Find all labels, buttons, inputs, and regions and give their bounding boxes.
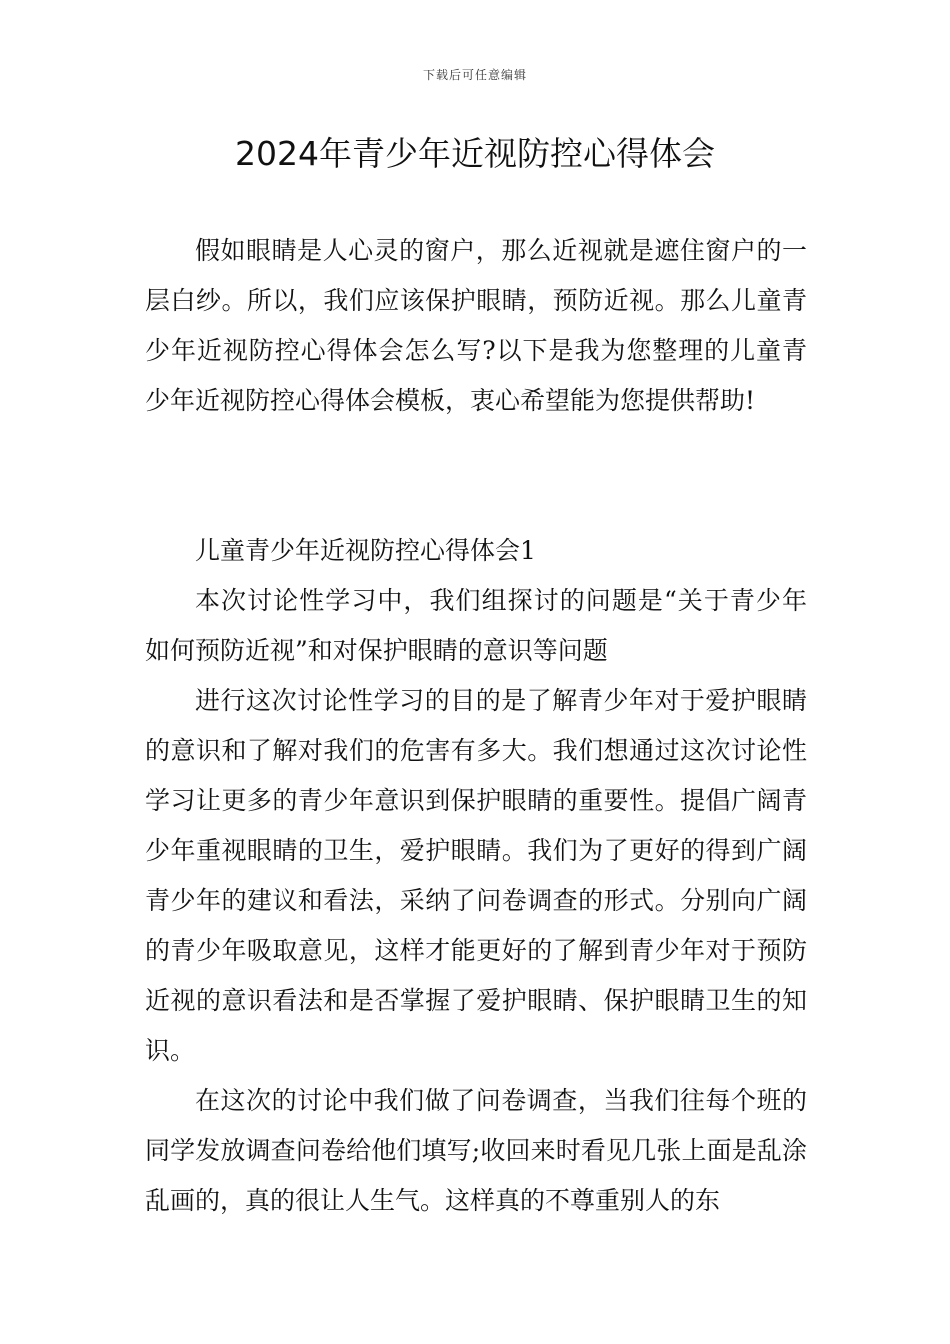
- section-block: [145, 526, 807, 1226]
- body-paragraph: 在这次的讨论中我们做了问卷调查，当我们往每个班的同学发放调查问卷给他们填写;收回来时看见几张上面是乱涂乱画的，真的很让人生气。这样真的不尊重别人的东: [145, 1086, 807, 1215]
- intro-paragraph: 假如眼睛是人心灵的窗户，那么近视就是遮住窗户的一层白纱。所以，我们应该保护眼睛，预防近视。那么儿童青少年近视防控心得体会怎么写?以下是我为您整理的儿童青少年近视防控心得体会模板，衷心希望能为您提供帮助!: [145, 236, 807, 415]
- header-note: 下载后可任意编辑: [422, 68, 527, 82]
- intro-block: [145, 226, 807, 426]
- section-heading: 儿童青少年近视防控心得体会1: [195, 536, 536, 565]
- body-paragraph: 本次讨论性学习中，我们组探讨的问题是“关于青少年如何预防近视”和对保护眼睛的意识等问题: [145, 586, 807, 665]
- page-title: 2024年青少年近视防控心得体会: [235, 134, 715, 173]
- body-paragraph: 进行这次讨论性学习的目的是了解青少年对于爱护眼睛的意识和了解对我们的危害有多大。我们想通过这次讨论性学习让更多的青少年意识到保护眼睛的重要性。提倡广阔青少年重视眼睛的卫生，爱护眼睛。我们为了更好的得到广阔青少年的建议和看法，采纳了问卷调查的形式。分别向广阔的青少年吸取意见，这样才能更好的了解到青少年对于预防近视的意识看法和是否掌握了爱护眼睛、保护眼睛卫生的知识。: [145, 686, 807, 1065]
